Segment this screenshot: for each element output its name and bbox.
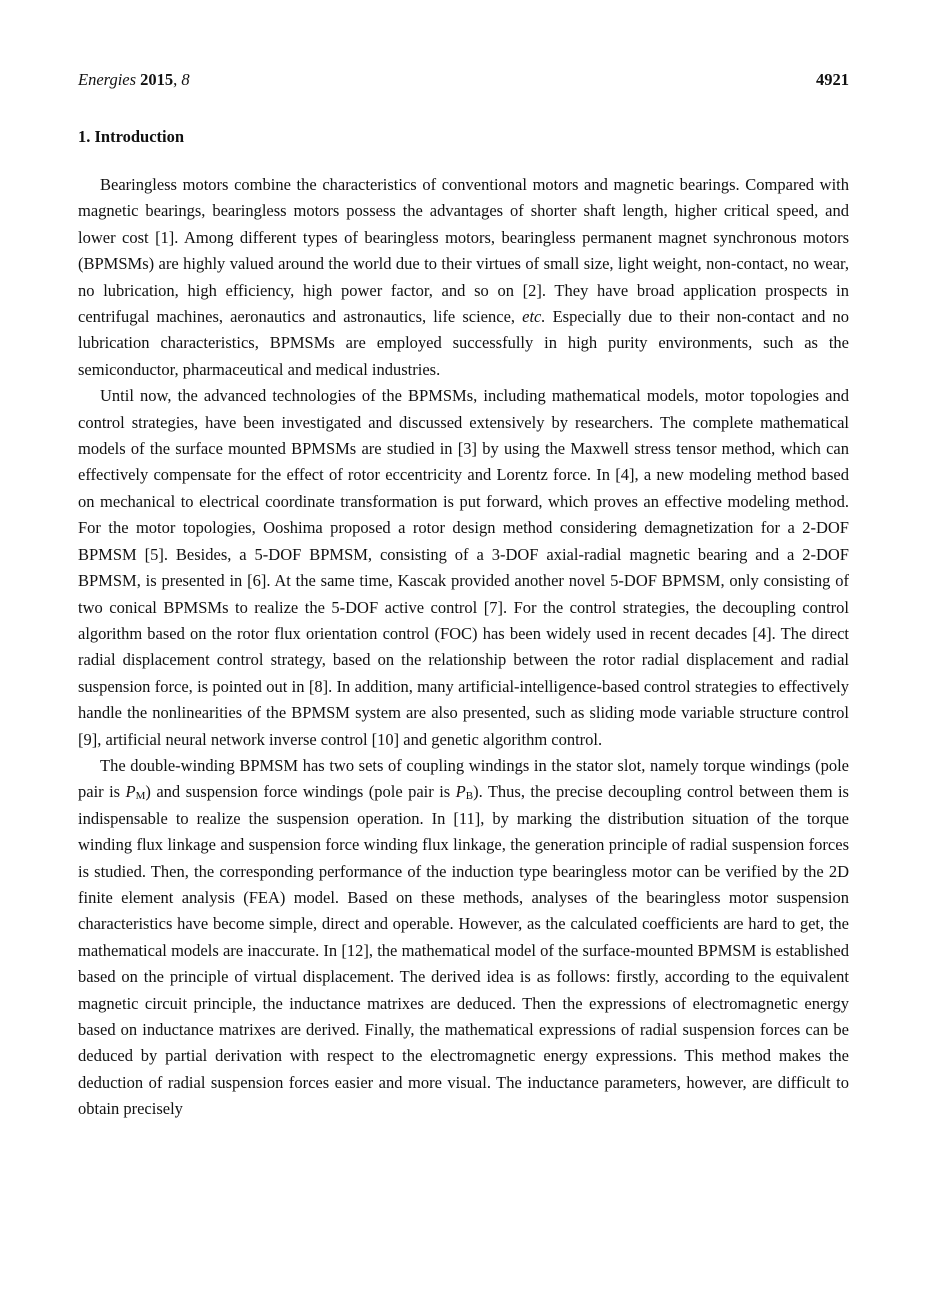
etc-abbreviation: etc.	[522, 307, 546, 327]
paragraph-3	[78, 753, 849, 1123]
pb-symbol: P	[455, 782, 466, 802]
section-title: 1. Introduction	[78, 127, 185, 146]
journal-name: Energies	[78, 70, 137, 89]
paragraph-1-text-b: Especially due to their non-contact and no lubrication characteristics, BPMSMs are employed successfully in high purity environments, such as the semiconductor, pharmaceutical and medical industries.	[78, 307, 849, 379]
running-header	[78, 70, 849, 96]
paragraph-1	[78, 172, 849, 383]
page-number: 4921	[816, 70, 849, 89]
body-text	[78, 172, 849, 1123]
journal-year: 2015	[140, 70, 174, 89]
pm-symbol: P	[125, 782, 136, 802]
pm-subscript: M	[135, 790, 146, 803]
paper-page	[78, 70, 849, 1123]
paragraph-1-text-a: Bearingless motors combine the characteristics of conventional motors and magnetic bearings. Compared with magnetic bearings, bearingless motors possess the advantages of shorter shaft length, higher critical speed, and lower cost [1]. Among different types of bearingless motors, bearingless permanent magnet synchronous motors (BPMSMs) are highly valued around the world due to their virtues of small size, light weight, non-contact, no wear, no lubrication, high efficiency, high power factor, and so on [2]. They have broad application prospects in centrifugal machines, aeronautics and astronautics, life science,	[78, 175, 849, 327]
paragraph-3-text-c: ). Thus, the precise decoupling control between them is indispensable to realize the suspension operation. In [11], by marking the distribution situation of the torque winding flux linkage and suspension force winding flux linkage, the generation principle of radial suspension forces is studied. Then, the corresponding performance of the induction type bearingless motor can be verified by the 2D finite element analysis (FEA) model. Based on these methods, analyses of the bearingless motor suspension characteristics have become simple, direct and operable. However, as the calculated coefficients are hard to get, the mathematical models are inaccurate. In [12], the mathematical model of the surface-mounted BPMSM is established based on the principle of virtual displacement. The derived idea is as follows: firstly, according to the equivalent magnetic circuit principle, the inductance matrixes are deduced. Then the expressions of electromagnetic energy based on inductance matrixes are derived. Finally, the mathematical expressions of radial suspension forces can be deduced by partial derivation with respect to the electromagnetic energy expressions. This method makes the deduction of radial suspension forces easier and more visual. The inductance parameters, however, are difficult to obtain precisely	[78, 782, 849, 1119]
pb-subscript: B	[465, 790, 474, 803]
journal-volume: 8	[181, 70, 190, 89]
paragraph-3-text-b: ) and suspension force windings (pole pair is	[145, 782, 456, 802]
journal-citation	[78, 70, 190, 90]
citation-separator: ,	[173, 70, 182, 89]
paragraph-2: Until now, the advanced technologies of the BPMSMs, including mathematical models, motor topologies and control strategies, have been investigated and discussed extensively by researchers. The complete mathematical models of the surface mounted BPMSMs are studied in [3] by using the Maxwell stress tensor method, which can effectively compensate for the effect of rotor eccentricity and Lorentz force. In [4], a new modeling method based on mechanical to electrical coordinate transformation is put forward, which proves an effective modeling method. For the motor topologies, Ooshima proposed a rotor design method considering demagnetization for a 2-DOF BPMSM [5]. Besides, a 5-DOF BPMSM, consisting of a 3-DOF axial-radial magnetic bearing and a 2-DOF BPMSM, is presented in [6]. At the same time, Kascak provided another novel 5-DOF BPMSM, only consisting of two conical BPMSMs to realize the 5-DOF active control [7]. For the control strategies, the decoupling control algorithm based on the rotor flux orientation control (FOC) has been widely used in recent decades [4]. The direct radial displacement control strategy, based on the relationship between the rotor radial displacement and radial suspension force, is pointed out in [8]. In addition, many artificial-intelligence-based control strategies to effectively handle the nonlinearities of the BPMSM system are also presented, such as sliding mode variable structure control [9], artificial neural network inverse control [10] and genetic algorithm control.	[78, 386, 849, 749]
paragraph-3-text-a: The double-winding BPMSM has two sets of coupling windings in the stator slot, namely torque windings (pole pair is	[78, 755, 849, 802]
